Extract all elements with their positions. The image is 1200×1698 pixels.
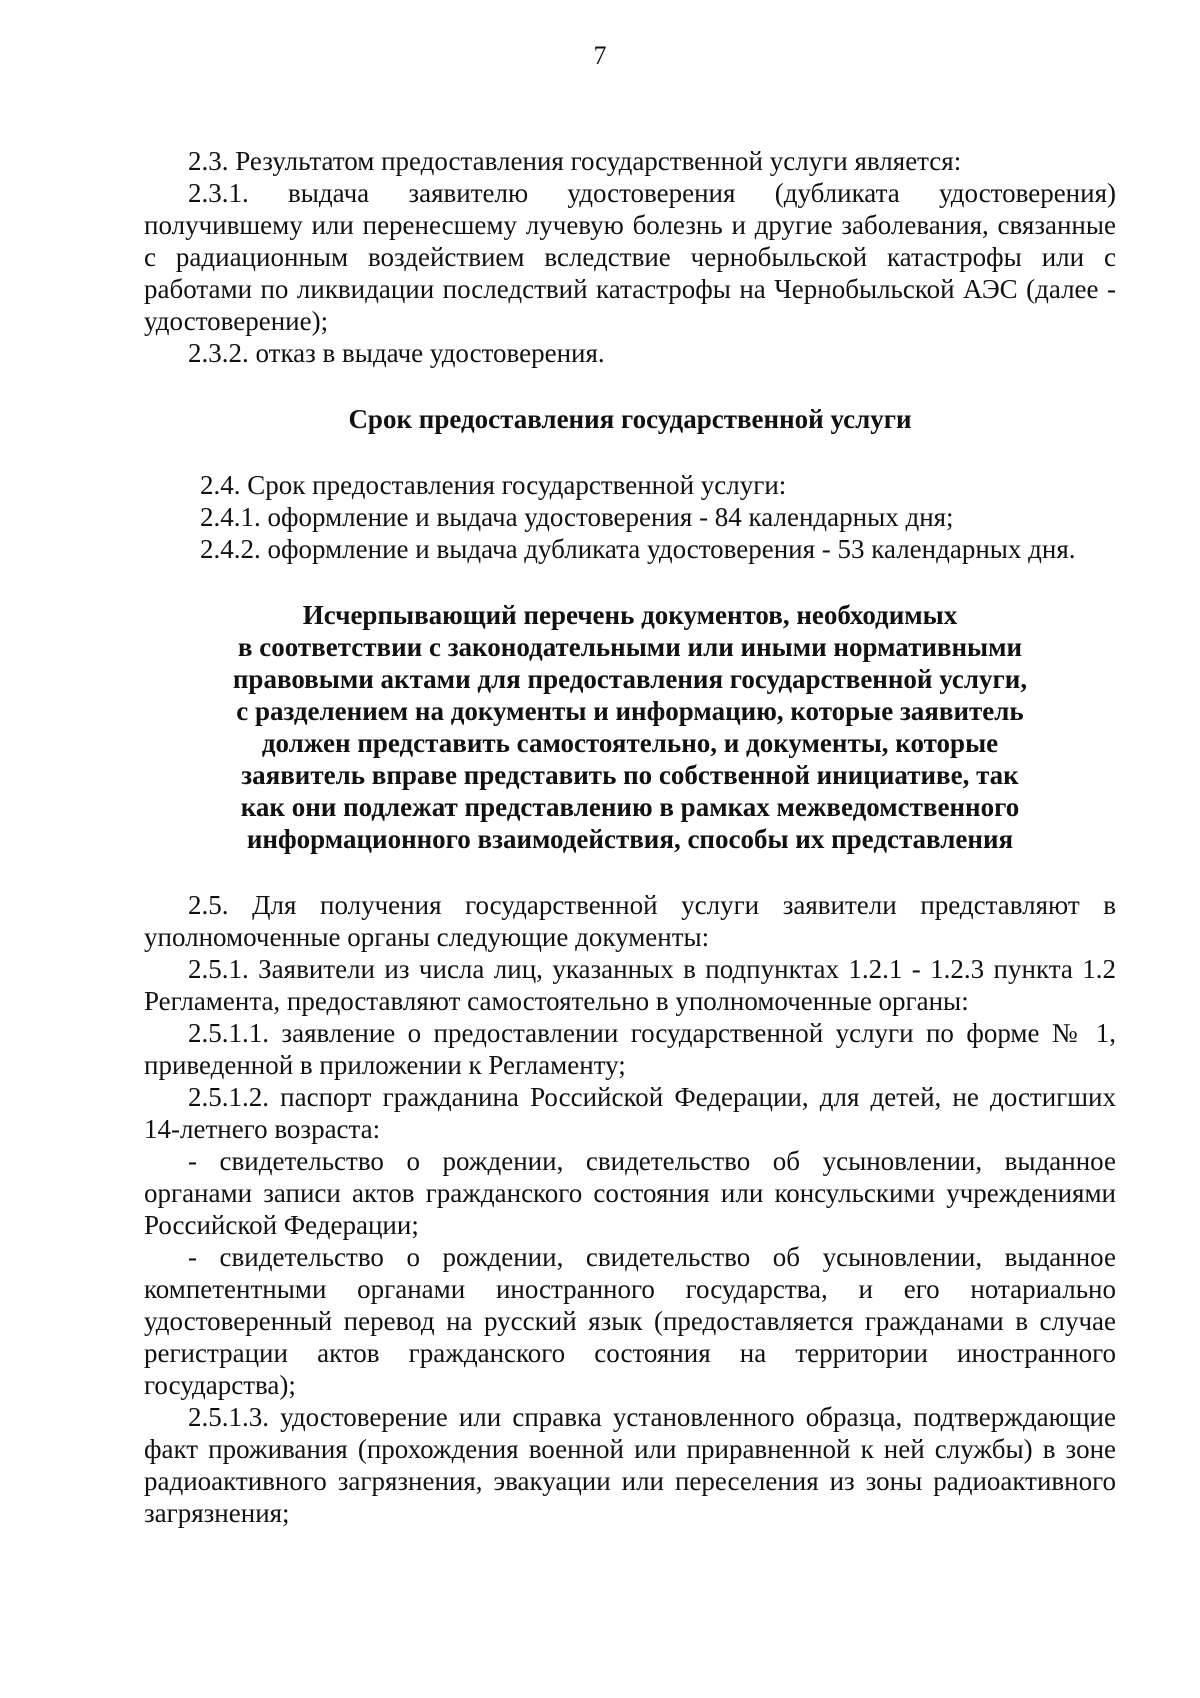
paragraph-2-3: 2.3. Результатом предоставления государственной услуги является: [188,146,962,176]
paragraph-2-3-2: 2.3.2. отказ в выдаче удостоверения. [188,338,605,368]
paragraph-birth-certificate-rf: - свидетельство о рождении, свидетельство об усыновлении, выданное органами записи актов гражданского состояния или консульскими учреждениями Российской Федерации; [144,1146,1116,1240]
section-heading-term: Срок предоставления государственной услуги [348,404,912,434]
heading-line: заявитель вправе представить по собственной инициативе, так [241,760,1019,790]
paragraph-birth-certificate-foreign: - свидетельство о рождении, свидетельство об усыновлении, выданное компетентными органами иностранного государства, и его нотариально удостоверенный перевод на русский язык (предоставляется гражданами в случае регистрации актов гражданского состояния на территории иностранного государства); [144,1242,1116,1400]
paragraph-2-4-2: 2.4.2. оформление и выдача дубликата удостоверения - 53 календарных дня. [200,534,1076,564]
section-heading-documents [144,599,1116,855]
paragraph-2-5: 2.5. Для получения государственной услуги заявители представляют в уполномоченные органы следующие документы: [144,890,1116,952]
page-number: 7 [593,41,607,70]
document-body [144,145,1116,1529]
heading-line: информационного взаимодействия, способы их представления [246,824,1014,854]
paragraph-2-5-1-3: 2.5.1.3. удостоверение или справка установленного образца, подтверждающие факт проживания (прохождения военной или приравненной к ней службы) в зоне радиоактивного загрязнения, эвакуации или переселения из зоны радиоактивного загрязнения; [144,1402,1116,1528]
paragraph-2-4: 2.4. Срок предоставления государственной услуги: [200,470,787,500]
paragraph-2-5-1: 2.5.1. Заявители из числа лиц, указанных в подпунктах 1.2.1 - 1.2.3 пункта 1.2 Регламента, предоставляют самостоятельно в уполномоченные органы: [144,954,1116,1016]
paragraph-2-4-1: 2.4.1. оформление и выдача удостоверения - 84 календарных дня; [200,502,954,532]
heading-line: в соответствии с законодательными или иными нормативными [237,632,1023,662]
paragraph-2-5-1-2: 2.5.1.2. паспорт гражданина Российской Федерации, для детей, не достигших 14-летнего возраста: [144,1082,1116,1144]
heading-line: как они подлежат представлению в рамках межведомственного [240,792,1020,822]
heading-line: правовыми актами для предоставления государственной услуги, [232,664,1028,694]
heading-line: с разделением на документы и информацию, которые заявитель [236,696,1024,726]
paragraph-2-5-1-1: 2.5.1.1. заявление о предоставлении государственной услуги по форме № 1, приведенной в приложении к Регламенту; [144,1018,1116,1080]
heading-line: должен представить самостоятельно, и документы, которые [261,728,999,758]
heading-line: Исчерпывающий перечень документов, необходимых [302,600,958,630]
paragraph-2-3-1: 2.3.1. выдача заявителю удостоверения (дубликата удостоверения) получившему или перенесшему лучевую болезнь и другие заболевания, связанные с радиационным воздействием вследствие чернобыльской катастрофы или с работами по ликвидации последствий катастрофы на Чернобыльской АЭС (далее - удостоверение); [144,178,1116,336]
